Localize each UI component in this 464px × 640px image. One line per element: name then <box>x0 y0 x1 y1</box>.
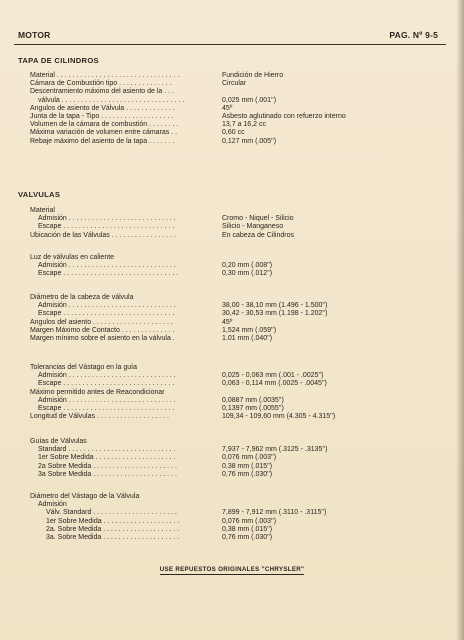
spec-label: Escape . . . . . . . . . . . . . . . . . . . . . . . . . . . . . <box>38 223 175 231</box>
spec-value: 1.01 mm (.040'') <box>222 335 273 342</box>
spec-value: 7,899 - 7,912 mm (.3110 - .3115'') <box>222 509 327 517</box>
spec-label: Admisión <box>38 501 67 509</box>
spec-value: 0,1397 mm (.0055'') <box>222 405 284 412</box>
spec-label: Válv. Standard . . . . . . . . . . . . . . . . . . . . . . <box>46 509 177 517</box>
spec-label: 1er Sobre Medida . . . . . . . . . . . . . . . . . . . . . <box>38 454 176 462</box>
spec-value: En cabeza de Cilindros <box>222 231 294 239</box>
spec-label: Escape . . . . . . . . . . . . . . . . . . . . . . . . . . . . . <box>38 310 175 318</box>
spec-value: 0,063 - 0,114 mm (.0025 - .0045'') <box>222 380 327 388</box>
spec-value: 45º <box>222 318 233 326</box>
spec-value: Fundición de Hierro <box>222 72 284 79</box>
spec-value: 0,127 mm (.005'') <box>222 137 277 145</box>
spec-label: Ubicación de las Válvulas . . . . . . . . . . . . . . . . . <box>30 231 176 239</box>
spec-value: 0,60 cc <box>222 129 245 137</box>
spec-value: 7,937 - 7,962 mm (.3125 - .3135'') <box>222 446 328 454</box>
spec-value: Cromo - Niquel - Silicio <box>222 215 294 223</box>
spec-label: Luz de válvulas en caliente <box>30 254 115 261</box>
spec-label: 3a Sobre Medida . . . . . . . . . . . . . . . . . . . . . . <box>38 470 177 478</box>
header-section: MOTOR <box>18 30 51 40</box>
spec-label: 2a. Sobre Medida . . . . . . . . . . . . . . . . . . . . <box>46 525 180 533</box>
spec-value: Circular <box>222 80 247 88</box>
spec-row <box>0 269 464 278</box>
spec-label: Guías de Válvulas <box>30 438 87 445</box>
footer-note <box>0 566 464 573</box>
spec-value: 0,025 mm (.001'') <box>222 96 277 104</box>
spec-label: Angulos de asiento de Válvula . . . . . . . . . . . . . <box>30 104 175 112</box>
spec-label: Standard . . . . . . . . . . . . . . . . . . . . . . . . . . . . <box>38 446 176 454</box>
footer-text: USE REPUESTOS ORIGINALES "CHRYSLER" <box>159 566 305 573</box>
spec-value: 0,38 mm (.015'') <box>222 525 273 533</box>
spec-label: Admisión . . . . . . . . . . . . . . . . . . . . . . . . . . . . <box>38 372 176 380</box>
spec-label: válvula . . . . . . . . . . . . . . . . . . . . . . . . . . . . . . . . <box>38 96 185 104</box>
spec-row <box>0 334 464 343</box>
spec-value: Asbesto aglutinado con refuerzo interno <box>222 113 346 120</box>
spec-label: Junta de la tapa - Tipo . . . . . . . . . . . . . . . . . . . <box>30 113 174 120</box>
spec-label: Margen mínimo sobre el asiento en la válvula . <box>30 335 175 342</box>
spec-row <box>0 412 464 421</box>
spec-value: 1,524 mm (.059'') <box>222 326 277 334</box>
spec-label: Escape . . . . . . . . . . . . . . . . . . . . . . . . . . . . . <box>38 380 175 388</box>
spec-row <box>0 137 464 146</box>
spec-label: Admisión . . . . . . . . . . . . . . . . . . . . . . . . . . . . <box>38 262 176 270</box>
spec-row <box>0 470 464 479</box>
spec-row <box>0 231 464 240</box>
spec-label: Material <box>30 207 55 214</box>
spec-label: Material . . . . . . . . . . . . . . . . . . . . . . . . . . . . . . . . <box>30 72 180 79</box>
header-page-number: PAG. Nº 9-5 <box>389 30 438 40</box>
spec-value: Silicio - Manganeso <box>222 223 284 231</box>
spec-value: 0,38 mm (.015'') <box>222 462 273 470</box>
spec-label: Admisión . . . . . . . . . . . . . . . . . . . . . . . . . . . . <box>38 302 176 310</box>
section-title-tapa: TAPA DE CILINDROS <box>18 56 99 65</box>
spec-value: 0,76 mm (.030'') <box>222 534 273 541</box>
spec-label: Diámetro de la cabeza de válvula <box>30 294 134 301</box>
spec-label: Máximo permitido antes de Reacondicionar <box>30 388 165 396</box>
spec-value: 0,20 mm (.008'') <box>222 262 273 270</box>
spec-value: 109,34 - 109,60 mm (4.305 - 4.315'') <box>222 413 336 421</box>
spec-value: 0,0887 mm (.0035'') <box>222 396 284 404</box>
spec-value: 0,30 mm (.012'') <box>222 270 273 278</box>
spec-label: 1er Sobre Medida . . . . . . . . . . . . . . . . . . . . <box>46 517 180 525</box>
spec-value: 38,00 - 38,10 mm (1.496 - 1.500'') <box>222 302 328 310</box>
spec-label: 3a. Sobre Medida . . . . . . . . . . . . . . . . . . . . <box>46 534 180 541</box>
header-rule <box>14 44 446 45</box>
spec-label: Rebaje máximo del asiento de la tapa . . . . . . . <box>30 137 175 145</box>
spec-label: Volumen de la cámara de combustión . . . . . . . . <box>30 121 179 129</box>
spec-label: Escape . . . . . . . . . . . . . . . . . . . . . . . . . . . . . <box>38 405 175 412</box>
spec-value: 0,076 mm (.003'') <box>222 517 277 525</box>
section-title-valvulas: VALVULAS <box>18 190 61 199</box>
spec-value: 0,076 mm (.003'') <box>222 454 277 462</box>
spec-label: 2a Sobre Medida . . . . . . . . . . . . . . . . . . . . . . <box>38 462 177 470</box>
spec-label: Tolerancias del Vástago en la guía <box>30 364 138 371</box>
spec-value: 45º <box>222 104 233 112</box>
spec-label: Angulos del asiento . . . . . . . . . . . . . . . . . . . . . <box>30 318 173 326</box>
spec-value: 13,7 a 16,2 cc <box>222 121 266 129</box>
spec-label: Diámetro del Vástago de la Válvula <box>30 493 140 500</box>
spec-label: Escape . . . . . . . . . . . . . . . . . . . . . . . . . . . . . . <box>38 270 179 278</box>
spec-label: Admisión . . . . . . . . . . . . . . . . . . . . . . . . . . . . <box>38 215 176 223</box>
spec-label: Margen Máximo de Contacto . . . . . . . . . . . . . . <box>30 326 175 334</box>
spec-label: Admisión . . . . . . . . . . . . . . . . . . . . . . . . . . . . <box>38 396 176 404</box>
spec-value: 0,76 mm (.030'') <box>222 470 273 478</box>
spec-label: Descentramiento máximo del asiento de la . . . <box>30 88 174 96</box>
spec-value: 30,42 - 30,53 mm (1.198 - 1.202'') <box>222 310 328 318</box>
spec-label: Cámara de Combustión tipo . . . . . . . . . . . . . . <box>30 80 172 88</box>
spec-label: Longitud de Válvulas . . . . . . . . . . . . . . . . . . . <box>30 413 169 421</box>
spec-value: 0,025 - 0,063 mm (.001 - .0025'') <box>222 372 324 380</box>
spec-label: Máxima variación de volumen entre cámaras . . <box>30 129 178 137</box>
spec-row <box>0 533 464 542</box>
